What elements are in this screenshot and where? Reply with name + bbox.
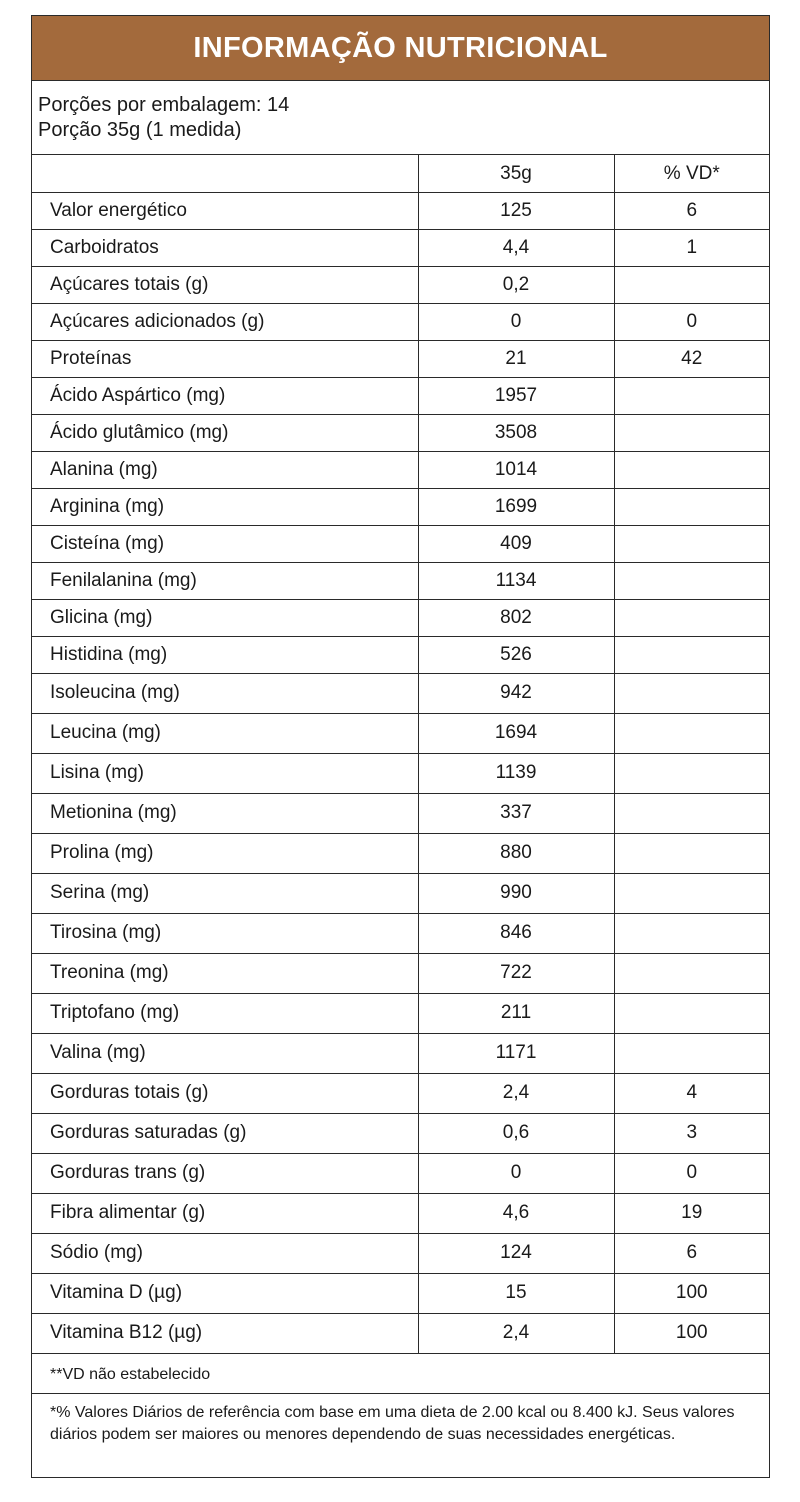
row-amount: 1014 <box>418 451 614 488</box>
row-dv: 100 <box>614 1313 769 1353</box>
row-name: Vitamina D (µg) <box>32 1273 418 1313</box>
row-amount: 1699 <box>418 488 614 525</box>
row-dv <box>614 1033 769 1073</box>
row-name: Sódio (mg) <box>32 1233 418 1273</box>
row-amount: 0,2 <box>418 266 614 303</box>
table-row <box>32 1233 769 1273</box>
column-header-amount: 35g <box>418 155 614 192</box>
table-row <box>32 192 769 229</box>
row-name: Tirosina (mg) <box>32 913 418 953</box>
row-name: Valor energético <box>32 192 418 229</box>
row-amount: 124 <box>418 1233 614 1273</box>
row-amount: 4,6 <box>418 1193 614 1233</box>
row-amount: 337 <box>418 793 614 833</box>
row-dv <box>614 673 769 713</box>
row-name: Valina (mg) <box>32 1033 418 1073</box>
row-dv: 42 <box>614 340 769 377</box>
row-name: Proteínas <box>32 340 418 377</box>
table-row <box>32 793 769 833</box>
table-row <box>32 303 769 340</box>
row-dv <box>614 793 769 833</box>
row-dv <box>614 873 769 913</box>
table-row <box>32 525 769 562</box>
row-amount: 2,4 <box>418 1073 614 1113</box>
row-dv: 4 <box>614 1073 769 1113</box>
table-row <box>32 913 769 953</box>
row-name: Gorduras trans (g) <box>32 1153 418 1193</box>
table-row <box>32 1273 769 1313</box>
row-name: Ácido Aspártico (mg) <box>32 377 418 414</box>
table-header-row <box>32 155 769 192</box>
row-dv <box>614 599 769 636</box>
row-amount: 21 <box>418 340 614 377</box>
row-amount: 0 <box>418 303 614 340</box>
table-row <box>32 873 769 913</box>
row-dv <box>614 451 769 488</box>
row-dv: 6 <box>614 1233 769 1273</box>
row-amount: 846 <box>418 913 614 953</box>
table-row <box>32 451 769 488</box>
row-dv <box>614 993 769 1033</box>
row-amount: 1139 <box>418 753 614 793</box>
serving-size: Porção 35g (1 medida) <box>38 119 242 141</box>
row-name: Carboidratos <box>32 229 418 266</box>
table-row <box>32 1033 769 1073</box>
row-dv: 3 <box>614 1113 769 1153</box>
row-dv: 100 <box>614 1273 769 1313</box>
row-dv <box>614 713 769 753</box>
row-amount: 990 <box>418 873 614 913</box>
row-amount: 1957 <box>418 377 614 414</box>
row-dv <box>614 913 769 953</box>
row-dv: 1 <box>614 229 769 266</box>
row-dv <box>614 414 769 451</box>
table-row <box>32 1153 769 1193</box>
row-name: Treonina (mg) <box>32 953 418 993</box>
row-amount: 211 <box>418 993 614 1033</box>
column-header-dv: % VD* <box>614 155 769 192</box>
row-amount: 3508 <box>418 414 614 451</box>
row-amount: 1134 <box>418 562 614 599</box>
table-row <box>32 673 769 713</box>
table-row <box>32 713 769 753</box>
row-name: Prolina (mg) <box>32 833 418 873</box>
row-dv <box>614 562 769 599</box>
row-name: Gorduras totais (g) <box>32 1073 418 1113</box>
row-name: Leucina (mg) <box>32 713 418 753</box>
row-name: Ácido glutâmico (mg) <box>32 414 418 451</box>
table-row <box>32 562 769 599</box>
daily-values-footnote: *% Valores Diários de referência com base em uma dieta de 2.00 kcal ou 8.400 kJ. Seus valores diários podem ser maiores ou menores dependendo de suas necessidades energéticas. <box>50 1403 735 1443</box>
row-amount: 409 <box>418 525 614 562</box>
row-dv <box>614 488 769 525</box>
table-row <box>32 833 769 873</box>
row-amount: 0 <box>418 1153 614 1193</box>
row-amount: 942 <box>418 673 614 713</box>
row-amount: 802 <box>418 599 614 636</box>
table-row <box>32 599 769 636</box>
row-amount: 1694 <box>418 713 614 753</box>
row-name: Triptofano (mg) <box>32 993 418 1033</box>
row-amount: 526 <box>418 636 614 673</box>
row-name: Açúcares totais (g) <box>32 266 418 303</box>
row-amount: 125 <box>418 192 614 229</box>
row-name: Isoleucina (mg) <box>32 673 418 713</box>
row-dv: 0 <box>614 1153 769 1193</box>
row-name: Glicina (mg) <box>32 599 418 636</box>
table-row <box>32 414 769 451</box>
row-name: Vitamina B12 (µg) <box>32 1313 418 1353</box>
label-title: INFORMAÇÃO NUTRICIONAL <box>32 16 769 81</box>
row-amount: 880 <box>418 833 614 873</box>
servings-per-package: Porções por embalagem: 14 <box>38 94 290 116</box>
row-name: Açúcares adicionados (g) <box>32 303 418 340</box>
table-row <box>32 1073 769 1113</box>
table-row <box>32 1193 769 1233</box>
row-dv <box>614 377 769 414</box>
row-name: Fibra alimentar (g) <box>32 1193 418 1233</box>
row-dv: 6 <box>614 192 769 229</box>
row-name: Fenilalanina (mg) <box>32 562 418 599</box>
row-amount: 4,4 <box>418 229 614 266</box>
nutrition-table <box>32 155 769 1354</box>
table-row <box>32 488 769 525</box>
table-row <box>32 753 769 793</box>
table-row <box>32 1113 769 1153</box>
vd-note: **VD não estabelecido <box>32 1354 769 1394</box>
table-row <box>32 636 769 673</box>
table-row <box>32 266 769 303</box>
row-dv <box>614 833 769 873</box>
table-row <box>32 1313 769 1353</box>
row-name: Cisteína (mg) <box>32 525 418 562</box>
row-dv: 0 <box>614 303 769 340</box>
row-name: Histidina (mg) <box>32 636 418 673</box>
table-row <box>32 377 769 414</box>
row-name: Lisina (mg) <box>32 753 418 793</box>
row-amount: 1171 <box>418 1033 614 1073</box>
column-header-name <box>32 155 418 192</box>
nutrition-facts-label <box>31 15 770 1478</box>
servings-info <box>32 81 769 155</box>
row-amount: 722 <box>418 953 614 993</box>
row-dv <box>614 266 769 303</box>
row-amount: 2,4 <box>418 1313 614 1353</box>
table-row <box>32 340 769 377</box>
row-dv <box>614 753 769 793</box>
row-dv: 19 <box>614 1193 769 1233</box>
table-row <box>32 229 769 266</box>
row-amount: 0,6 <box>418 1113 614 1153</box>
table-row <box>32 953 769 993</box>
table-row <box>32 993 769 1033</box>
row-name: Arginina (mg) <box>32 488 418 525</box>
row-amount: 15 <box>418 1273 614 1313</box>
row-name: Metionina (mg) <box>32 793 418 833</box>
row-name: Serina (mg) <box>32 873 418 913</box>
row-name: Gorduras saturadas (g) <box>32 1113 418 1153</box>
row-dv <box>614 636 769 673</box>
row-dv <box>614 525 769 562</box>
row-dv <box>614 953 769 993</box>
row-name: Alanina (mg) <box>32 451 418 488</box>
